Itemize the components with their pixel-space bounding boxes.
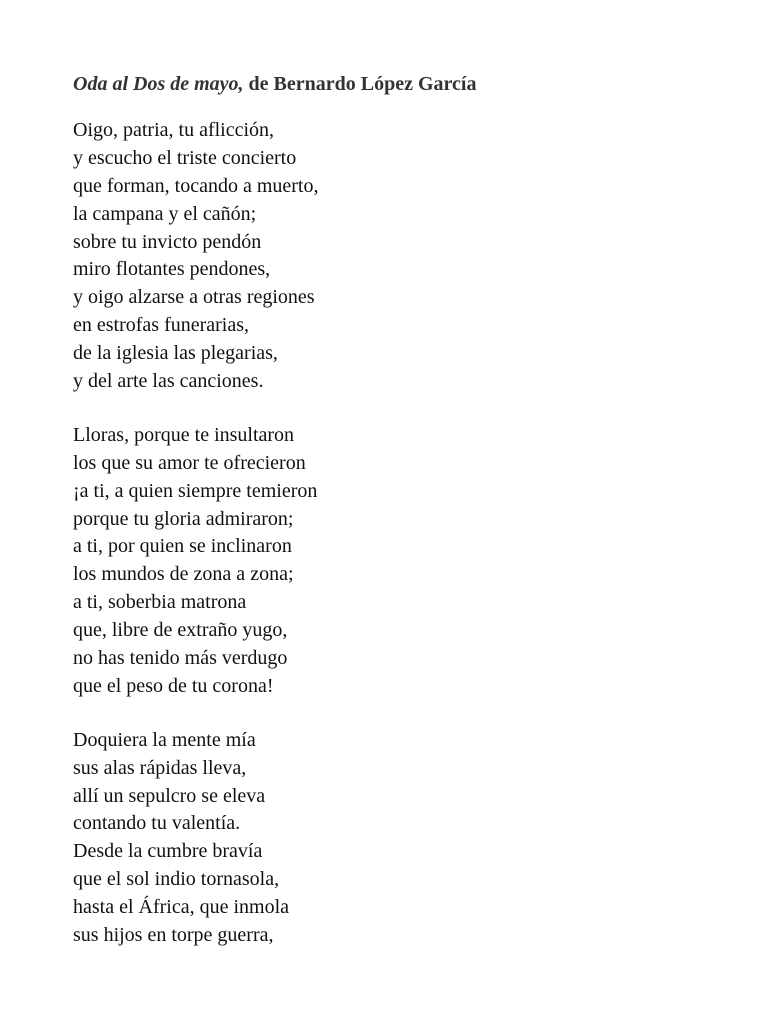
stanza-3 <box>73 727 733 950</box>
stanza-2 <box>73 422 733 701</box>
verse-line: y oigo alzarse a otras regiones <box>73 286 315 309</box>
verse-line: sus alas rápidas lleva, <box>73 756 247 779</box>
verse-line: que, libre de extraño yugo, <box>73 619 288 642</box>
verse-line: contando tu valentía. <box>73 812 241 835</box>
poem-title-author: Bernardo López García <box>273 73 477 95</box>
verse-line: en estrofas funerarias, <box>73 314 250 337</box>
verse-line: sobre tu invicto pendón <box>73 230 262 253</box>
verse-line: a ti, soberbia matrona <box>73 591 247 614</box>
verse-line: que forman, tocando a muerto, <box>73 174 319 197</box>
verse-line: Lloras, porque te insultaron <box>73 423 295 446</box>
verse-line: los mundos de zona a zona; <box>73 563 294 586</box>
verse-line: y del arte las canciones. <box>73 370 264 393</box>
verse-line: que el sol indio tornasola, <box>73 868 280 891</box>
verse-line: miro flotantes pendones, <box>73 258 271 281</box>
verse-line: y escucho el triste concierto <box>73 146 297 169</box>
verse-line: hasta el África, que inmola <box>73 896 290 919</box>
document-page <box>73 70 733 976</box>
verse-line: Doquiera la mente mía <box>73 728 256 751</box>
verse-line: de la iglesia las plegarias, <box>73 342 278 365</box>
verse-line: Desde la cumbre bravía <box>73 840 263 863</box>
verse-line: sus hijos en torpe guerra, <box>73 924 274 947</box>
verse-line: ¡a ti, a quien siempre temieron <box>73 479 318 502</box>
verse-line: Oigo, patria, tu aflicción, <box>73 119 275 141</box>
verse-line: porque tu gloria admiraron; <box>73 507 294 530</box>
verse-line: allí un sepulcro se eleva <box>73 784 266 807</box>
poem-title-connector: de <box>248 73 269 95</box>
verse-line: no has tenido más verdugo <box>73 647 288 670</box>
stanza-1 <box>73 117 733 396</box>
verse-line: la campana y el cañón; <box>73 202 257 225</box>
verse-line: que el peso de tu corona! <box>73 674 274 697</box>
poem-title <box>73 70 733 98</box>
verse-line: a ti, por quien se inclinaron <box>73 535 292 558</box>
verse-line: los que su amor te ofrecieron <box>73 451 306 474</box>
poem-title-work: Oda al Dos de mayo, <box>73 73 244 95</box>
